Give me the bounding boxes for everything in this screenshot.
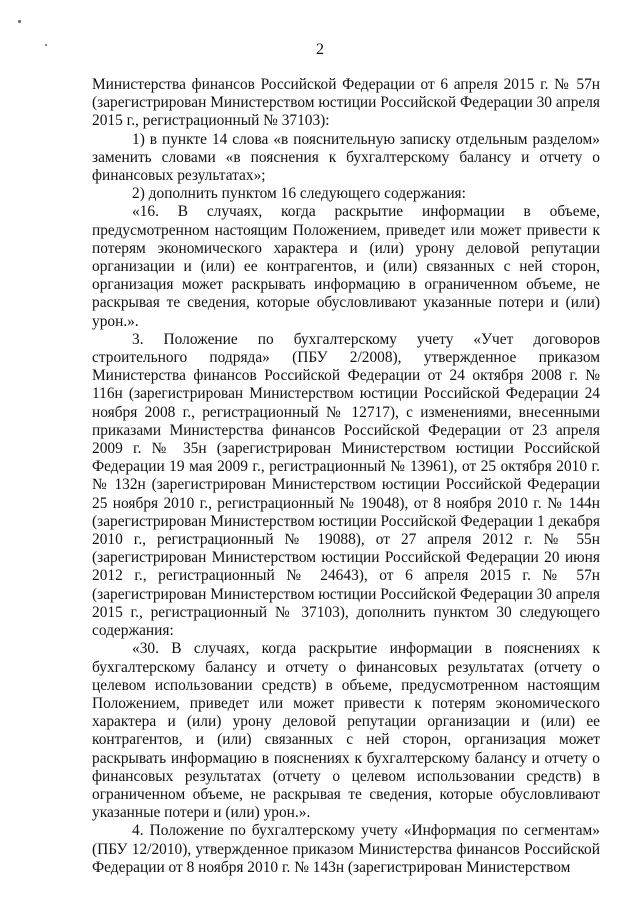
paragraph-continuation: Министерства финансов Российской Федерации от 6 апреля 2015 г. № 57н (зарегистрирован Министерством юстиции Российской Федерации 30 апреля 2015 г., регистрационный № 37103): bbox=[92, 76, 600, 130]
paragraph-section-4: 4. Положение по бухгалтерскому учету «Информация по сегментам» (ПБУ 12/2010), утвержденное приказом Министерства финансов Российской Федерации от 8 ноября 2010 г. № 143н (зарегистрирован Министерством bbox=[92, 822, 600, 876]
paragraph-quote-16: «16. В случаях, когда раскрытие информации в объеме, предусмотренном настоящим Положением, приведет или может привести к потерям экономического характера и (или) урону деловой репутации организации и (или) ее контрагентов, и (или) связанных с ней сторон, организация может раскрывать информацию в ограниченном объеме, не раскрывая те сведения, которые обусловливают указанные потери и (или) урон.». bbox=[92, 203, 600, 330]
scan-speck bbox=[45, 44, 47, 46]
paragraph-quote-30: «30. В случаях, когда раскрытие информации в пояснениях к бухгалтерскому балансу и отчету о финансовых результатах (отчету о целевом использовании средств) в объеме, предусмотренном настоящим Положением, приведет или может привести к потерям экономического характера и (или) урону деловой репутации организации и (или) ее контрагентов, и (или) связанных с ней сторон, организация может раскрывать информацию в пояснениях к бухгалтерскому балансу и отчету о финансовых результатах (отчету о целевом использовании средств) в ограниченном объеме, не раскрывая те сведения, которые обусловливают указанные потери и (или) урон.». bbox=[92, 640, 600, 822]
paragraph-item-2: 2) дополнить пунктом 16 следующего содержания: bbox=[132, 185, 466, 203]
scan-speck bbox=[18, 20, 21, 23]
paragraph-section-3: 3. Положение по бухгалтерскому учету «Учет договоров строительного подряда» (ПБУ 2/2008), утвержденное приказом Министерства финансов Российской Федерации от 24 октября 2008 г. № 116н (зарегистрирован Министерством юстиции Российской Федерации 24 ноября 2008 г., регистрационный № 12717), с изменениями, внесенными приказами Министерства финансов Российской Федерации от 23 апреля 2009 г. № 35н (зарегистрирован Министерством юстиции Российской Федерации 19 мая 2009 г., регистрационный № 13961), от 25 октября 2010 г. № 132н (зарегистрирован Министерством юстиции Российской Федерации 25 ноября 2010 г., регистрационный № 19048), от 8 ноября 2010 г. № 144н (зарегистрирован Министерством юстиции Российской Федерации 1 декабря 2010 г., регистрационный № 19088), от 27 апреля 2012 г. № 55н (зарегистрирован Министерством юстиции Российской Федерации 20 июня 2012 г., регистрационный № 24643), от 6 апреля 2015 г. № 57н (зарегистрирован Министерством юстиции Российской Федерации 30 апреля 2015 г., регистрационный № 37103), дополнить пунктом 30 следующего содержания: bbox=[92, 330, 600, 640]
paragraph-item-1: 1) в пункте 14 слова «в пояснительную записку отдельным разделом» заменить словами «в пояснения к бухгалтерскому балансу и отчету о финансовых результатах»; bbox=[92, 130, 600, 185]
document-body bbox=[92, 76, 600, 877]
page-number: 2 bbox=[316, 41, 324, 58]
